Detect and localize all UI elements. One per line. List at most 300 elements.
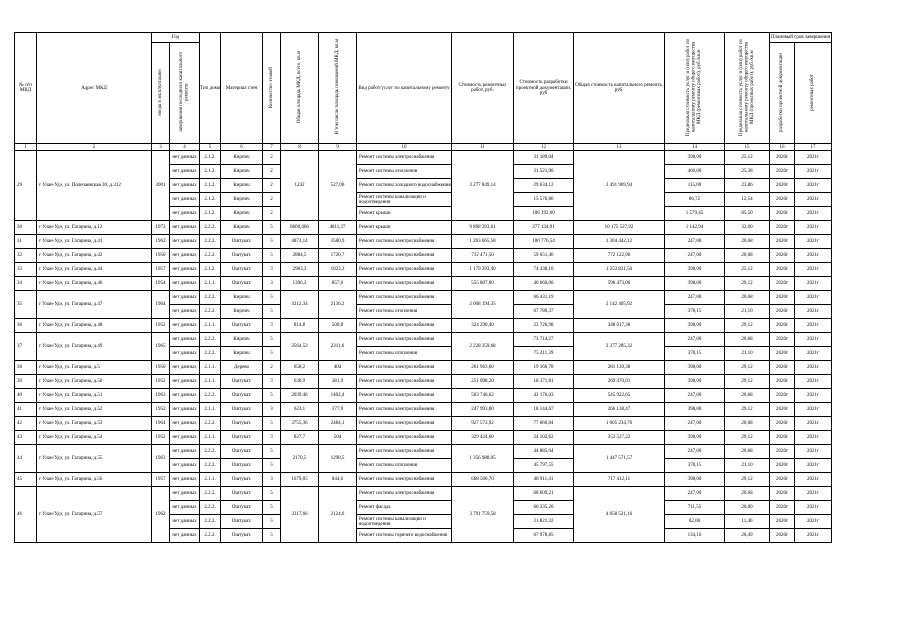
limit-repair-cell: 82,00 [665,515,725,529]
limit-design-cell: 25,12 [725,263,770,277]
house-address-cell: г Улан-Удэ, ул. Гагарина, д.57 [37,487,152,543]
limit-design-cell: 29,12 [725,277,770,291]
floors-cell: 5 [263,291,281,305]
design-cost-cell: 23 726,98 [514,319,574,333]
work-type-cell: Ремонт системы электроснабжения [357,389,452,403]
repair-deadline-cell: 2021г [795,263,832,277]
col-header-repair-deadline: ремонтных работ [795,43,832,144]
house-type-cell: 2.2.2. [200,501,221,515]
house-type-cell: 2.2.2. [200,445,221,459]
last-repair-year-cell: нет данных [170,249,200,263]
work-type-cell: Ремонт системы электроснабжения [357,487,452,501]
house-address-cell: г Улан-Удэ, ул. Полечаевская 30, д.312 [37,151,152,221]
total-cost-cell: 2 377 285,32 [574,333,665,361]
repair-deadline-cell: 2021г [795,333,832,347]
table-row [15,151,832,165]
last-repair-year-cell: нет данных [170,291,200,305]
repair-deadline-cell: 2021г [795,515,832,529]
last-repair-year-cell: нет данных [170,305,200,319]
limit-design-cell: 11,40 [725,515,770,529]
column-number: 5 [200,144,221,151]
repair-cost-cell: 251 098,20 [452,375,514,389]
limit-repair-cell: 247,00 [665,333,725,347]
commission-year-cell: 1954 [152,277,170,291]
premises-area-cell: 3580,9 [319,235,357,249]
design-deadline-cell: 2020г [770,291,795,305]
work-type-cell: Ремонт системы отопления [357,459,452,473]
repair-cost-cell: 261 963,60 [452,361,514,375]
limit-repair-cell: 398,00 [665,319,725,333]
commission-year-cell: 1964 [152,291,170,319]
design-cost-cell: 277 134,91 [514,221,574,235]
commission-year-cell: 1952 [152,319,170,333]
repair-deadline-cell: 2021г [795,235,832,249]
floors-cell: 5 [263,347,281,361]
premises-area-cell: 4811,37 [319,221,357,235]
last-repair-year-cell: нет данных [170,473,200,487]
floors-cell: 5 [263,501,281,515]
total-area-cell: 4873,14 [281,235,319,249]
repair-cost-cell: 1 179 393,40 [452,263,514,277]
repair-deadline-cell: 2021г [795,319,832,333]
work-type-cell: Ремонт крыши [357,207,452,221]
house-number-cell: 46 [15,487,37,543]
wall-material-cell: Оштукат. [221,319,263,333]
limit-design-cell: 23,86 [725,179,770,193]
design-deadline-cell: 2020г [770,319,795,333]
house-address-cell: г Улан-Удэ, ул. Гагарина, д.51 [37,389,152,403]
last-repair-year-cell: нет данных [170,459,200,473]
premises-area-cell: 527,00 [319,151,357,221]
limit-repair-cell: 398,00 [665,375,725,389]
commission-year-cell: 1963 [152,389,170,403]
house-type-cell: 2.1.1. [200,473,221,487]
total-cost-cell: 4 058 521,16 [574,487,665,543]
repair-deadline-cell: 2021г [795,249,832,263]
house-type-cell: 2.2.2. [200,249,221,263]
house-address-cell: г Улан-Удэ, ул. Гагарина, д.42 [37,249,152,263]
limit-design-cell: 20,68 [725,487,770,501]
total-cost-cell: 266 138,47 [574,403,665,417]
house-address-cell: г Улан-Удэ, ул. Гагарина, д.53 [37,417,152,431]
limit-design-cell: 20,00 [725,501,770,515]
floors-cell: 5 [263,305,281,319]
design-deadline-cell: 2020г [770,277,795,291]
house-number-cell: 43 [15,431,37,445]
house-address-cell: г Улан-Удэ, ул. Гагарина, д.41 [37,235,152,249]
col-header-floors: Количество этажей [263,33,281,144]
house-number-cell: 31 [15,235,37,249]
repair-deadline-cell: 2021г [795,403,832,417]
limit-repair-cell: 86,72 [665,193,725,207]
floors-cell: 5 [263,529,281,543]
design-deadline-cell: 2020г [770,473,795,487]
design-cost-cell: 18 371,81 [514,375,574,389]
floors-cell: 5 [263,459,281,473]
design-cost-cell: 40 666,06 [514,277,574,291]
total-cost-cell: 717 412,11 [574,473,665,487]
table-row [15,431,832,445]
house-type-cell: 2.1.1. [200,361,221,375]
repair-cost-cell: 3 277 849,14 [452,151,514,221]
house-type-cell: 2.2.2. [200,235,221,249]
last-repair-year-cell: нет данных [170,403,200,417]
repair-deadline-cell: 2021г [795,431,832,445]
design-deadline-cell: 2020г [770,249,795,263]
limit-repair-cell: 247,00 [665,235,725,249]
repair-deadline-cell: 2021г [795,487,832,501]
floors-cell: 3 [263,319,281,333]
wall-material-cell: Оштукат. [221,235,263,249]
floors-cell: 5 [263,389,281,403]
limit-design-cell: 21,10 [725,347,770,361]
repair-deadline-cell: 2021г [795,473,832,487]
design-deadline-cell: 2020г [770,431,795,445]
limit-design-cell: 20,68 [725,417,770,431]
column-number: 4 [170,144,200,151]
design-cost-cell: 45 797,55 [514,459,574,473]
design-cost-cell: 68 609,21 [514,487,574,501]
total-area-cell: 3212,34 [281,291,319,319]
premises-area-cell: 1290,5 [319,445,357,473]
work-type-cell: Ремонт системы электроснабжения [357,375,452,389]
limit-design-cell: 25,12 [725,151,770,165]
house-type-cell: 2.2.2. [200,515,221,529]
limit-design-cell: 20,68 [725,445,770,459]
floors-cell: 5 [263,417,281,431]
table-row [15,473,832,487]
design-deadline-cell: 2020г [770,221,795,235]
table-body [15,151,832,543]
repair-cost-cell: 1 356 988,05 [452,445,514,473]
commission-year-cell: 1950 [152,249,170,263]
design-deadline-cell: 2020г [770,403,795,417]
year-group-header: Год [152,33,200,43]
design-deadline-cell: 2020г [770,207,795,221]
plan-group-header: Плановый срок завершения [770,33,832,43]
limit-repair-cell: 1 142,94 [665,221,725,235]
premises-area-cell: 500,8 [319,319,357,333]
house-address-cell: г Улан-Удэ, ул. Гагарина, д.46 [37,277,152,291]
wall-material-cell: Кирпич [221,347,263,361]
repair-cost-cell: 668 500,70 [452,473,514,487]
limit-design-cell: 25,38 [725,165,770,179]
house-number-cell: 35 [15,291,37,319]
floors-cell: 5 [263,487,281,501]
commission-year-cell: 1952 [152,431,170,445]
repair-cost-cell: 927 573,92 [452,417,514,431]
column-number: 9 [319,144,357,151]
repair-cost-cell: 555 807,00 [452,277,514,291]
house-type-cell: 2.2.2. [200,305,221,319]
design-cost-cell: 31 521,96 [514,165,574,179]
repair-cost-cell: 3 791 759,58 [452,487,514,543]
column-numbers-row [15,144,832,151]
limit-design-cell: 12,54 [725,193,770,207]
premises-area-cell: 857,6 [319,277,357,291]
floors-cell: 2 [263,179,281,193]
last-repair-year-cell: нет данных [170,235,200,249]
repair-deadline-cell: 2021г [795,165,832,179]
table-row [15,417,832,431]
floors-cell: 5 [263,221,281,235]
col-header-limit-repair: Предельная стоимость услуг и (или) работ по капитальному ремонту общего имущества МКД (ремонтных работ), руб./кв.м [665,33,725,144]
table-row [15,333,832,347]
design-cost-cell: 15 576,86 [514,193,574,207]
repair-deadline-cell: 2021г [795,445,832,459]
house-type-cell: 2.1.2. [200,165,221,179]
commission-year-cell: 1950 [152,361,170,375]
commission-year-cell: 1957 [152,473,170,487]
total-cost-cell: 10 175 527,92 [574,221,665,235]
house-type-cell: 2.1.2. [200,263,221,277]
limit-repair-cell: 247,00 [665,291,725,305]
design-cost-cell: 67 978,85 [514,529,574,543]
last-repair-year-cell: нет данных [170,207,200,221]
repair-cost-cell: 2 008 194,35 [452,291,514,319]
work-type-cell: Ремонт системы электроснабжения [357,151,452,165]
work-type-cell: Ремонт системы холодного водоснабжения [357,179,452,193]
design-deadline-cell: 2020г [770,459,795,473]
design-cost-cell: 100 776,54 [514,235,574,249]
wall-material-cell: Кирпич [221,207,263,221]
last-repair-year-cell: нет данных [170,221,200,235]
limit-repair-cell: 378,15 [665,305,725,319]
house-type-cell: 2.1.1. [200,319,221,333]
wall-material-cell: Оштукат. [221,431,263,445]
design-deadline-cell: 2020г [770,375,795,389]
limit-repair-cell: 247,00 [665,487,725,501]
last-repair-year-cell: нет данных [170,179,200,193]
work-type-cell: Ремонт системы канализации и водоотведения [357,193,452,207]
repair-deadline-cell: 2021г [795,389,832,403]
table-row [15,403,832,417]
work-type-cell: Ремонт системы электроснабжения [357,361,452,375]
wall-material-cell: Дерево [221,361,263,375]
wall-material-cell: Оштукат. [221,529,263,543]
col-header-commission-year: ввода в эксплуатацию [152,43,170,144]
limit-repair-cell: 247,00 [665,445,725,459]
column-number: 2 [37,144,152,151]
limit-design-cell: 20,68 [725,235,770,249]
premises-area-cell: 377,9 [319,403,357,417]
wall-material-cell: Оштукат. [221,403,263,417]
col-header-house-type: Тип дома [200,33,221,144]
last-repair-year-cell: нет данных [170,529,200,543]
house-address-cell: г Улан-Удэ, ул. Гагарина, д.5 [37,361,152,375]
last-repair-year-cell: нет данных [170,431,200,445]
total-cost-cell: 348 017,38 [574,319,665,333]
floors-cell: 3 [263,277,281,291]
limit-repair-cell: 398,00 [665,277,725,291]
limit-repair-cell: 247,00 [665,249,725,263]
table-row [15,487,832,501]
work-type-cell: Ремонт системы электроснабжения [357,263,452,277]
work-type-cell: Ремонт системы электроснабжения [357,235,452,249]
floors-cell: 3 [263,375,281,389]
design-cost-cell: 29 634,12 [514,179,574,193]
house-type-cell: 2.1.2. [200,207,221,221]
house-address-cell: г Улан-Удэ, ул. Гагарина, д.50 [37,375,152,389]
design-cost-cell: 18 144,67 [514,403,574,417]
column-number: 3 [152,144,170,151]
repair-deadline-cell: 2021г [795,221,832,235]
repair-deadline-cell: 2021г [795,375,832,389]
last-repair-year-cell: нет данных [170,319,200,333]
total-area-cell: 2884,5 [281,249,319,263]
design-deadline-cell: 2020г [770,487,795,501]
design-cost-cell: 48 911,41 [514,473,574,487]
wall-material-cell: Оштукат. [221,473,263,487]
limit-design-cell: 20,68 [725,249,770,263]
repair-cost-cell: 2 228 359,68 [452,333,514,361]
design-deadline-cell: 2020г [770,515,795,529]
table-row [15,319,832,333]
house-type-cell: 2.2.2. [200,333,221,347]
col-header-wall-material: Материал стен [221,33,263,144]
col-header-work-type: Вид работ/услуг по капитальному ремонту [357,33,452,144]
design-deadline-cell: 2020г [770,179,795,193]
design-deadline-cell: 2020г [770,263,795,277]
limit-repair-cell: 115,00 [665,179,725,193]
house-type-cell: 2.1.2. [200,179,221,193]
design-cost-cell: 74 438,10 [514,263,574,277]
total-cost-cell: 1 447 571,57 [574,445,665,473]
last-repair-year-cell: нет данных [170,487,200,501]
design-cost-cell: 66 335,20 [514,501,574,515]
wall-material-cell: Кирпич [221,151,263,165]
floors-cell: 3 [263,263,281,277]
last-repair-year-cell: нет данных [170,263,200,277]
column-number: 16 [770,144,795,151]
wall-material-cell: Оштукат. [221,263,263,277]
house-type-cell: 2.1.1. [200,403,221,417]
limit-repair-cell: 711,55 [665,501,725,515]
limit-repair-cell: 398,00 [665,151,725,165]
work-type-cell: Ремонт системы электроснабжения [357,403,452,417]
limit-repair-cell: 247,00 [665,417,725,431]
limit-design-cell: 20,68 [725,291,770,305]
total-area-cell: 8660,466 [281,221,319,235]
design-cost-cell: 31 821,32 [514,515,574,529]
wall-material-cell: Кирпич [221,305,263,319]
premises-area-cell: 2136,2 [319,291,357,319]
col-header-design-cost: Стоимость разработки проектной документации, руб [514,33,574,144]
premises-area-cell: 404 [319,361,357,375]
premises-area-cell: 2484,1 [319,417,357,431]
commission-year-cell: 1952 [152,375,170,389]
work-type-cell: Ремонт системы отопления [357,347,452,361]
commission-year-cell: 1962 [152,487,170,543]
col-header-repair-cost: Стоимость ремонтных работ, руб. [452,33,514,144]
total-cost-cell: 353 527,22 [574,431,665,445]
limit-repair-cell: 398,00 [665,431,725,445]
design-cost-cell: 106 192,00 [514,207,574,221]
house-address-cell: г Улан-Удэ, ул. Гагарина, д.52 [37,403,152,417]
col-header-address: Адрес МКД [37,33,152,144]
house-type-cell: 2.1.1. [200,431,221,445]
design-cost-cell: 66 431,19 [514,291,574,305]
last-repair-year-cell: нет данных [170,277,200,291]
house-address-cell: г Улан-Удэ, ул. Гагарина, д.44 [37,263,152,277]
col-header-last-repair: завершения последнего капитального ремонта [170,43,200,144]
design-cost-cell: 42 176,03 [514,389,574,403]
total-cost-cell: 269 470,01 [574,375,665,389]
last-repair-year-cell: нет данных [170,165,200,179]
commission-year-cell: 1952 [152,403,170,417]
design-deadline-cell: 2020г [770,445,795,459]
design-cost-cell: 77 660,84 [514,417,574,431]
limit-design-cell: 29,12 [725,473,770,487]
total-area-cell: 658,2 [281,361,319,375]
wall-material-cell: Кирпич [221,291,263,305]
premises-area-cell: 504 [319,431,357,445]
house-number-cell: 32 [15,249,37,263]
total-area-cell: 827,7 [281,431,319,445]
commission-year-cell: 1964 [152,417,170,431]
total-area-cell: 3564,52 [281,333,319,361]
house-address-cell: г Улан-Удэ, ул. Гагарина, д.54 [37,431,152,445]
premises-area-cell: 381,9 [319,375,357,389]
house-type-cell: 2.2.2. [200,389,221,403]
last-repair-year-cell: нет данных [170,389,200,403]
floors-cell: 5 [263,249,281,263]
work-type-cell: Ремонт системы горячего водоснабжения [357,529,452,543]
repair-deadline-cell: 2021г [795,459,832,473]
repair-cost-cell: 324 290,40 [452,319,514,333]
column-number: 8 [281,144,319,151]
repair-deadline-cell: 2021г [795,417,832,431]
repair-deadline-cell: 2021г [795,501,832,515]
table-row [15,375,832,389]
work-type-cell: Ремонт крыши [357,221,452,235]
work-type-cell: Ремонт системы электроснабжения [357,319,452,333]
design-deadline-cell: 2020г [770,417,795,431]
design-cost-cell: 31 189,04 [514,151,574,165]
column-number: 12 [514,144,574,151]
work-type-cell: Ремонт системы отопления [357,305,452,319]
total-area-cell: 630,9 [281,375,319,389]
premises-area-cell: 1023,3 [319,263,357,277]
design-cost-cell: 59 651,46 [514,249,574,263]
house-number-cell: 40 [15,389,37,403]
limit-design-cell: 20,68 [725,389,770,403]
design-cost-cell: 73 714,27 [514,333,574,347]
design-deadline-cell: 2020г [770,165,795,179]
premises-area-cell: 2124,6 [319,487,357,543]
limit-design-cell: 21,10 [725,305,770,319]
total-area-cell: 2170,5 [281,445,319,473]
repair-deadline-cell: 2021г [795,361,832,375]
last-repair-year-cell: нет данных [170,417,200,431]
house-address-cell: г Улан-Удэ, ул. Гагарина, д.47 [37,291,152,319]
column-number: 13 [574,144,665,151]
repair-deadline-cell: 2021г [795,193,832,207]
wall-material-cell: Кирпич [221,165,263,179]
house-number-cell: 42 [15,417,37,431]
floors-cell: 2 [263,165,281,179]
wall-material-cell: Оштукат. [221,459,263,473]
table-row [15,249,832,263]
repair-deadline-cell: 2021г [795,179,832,193]
wall-material-cell: Кирпич [221,193,263,207]
limit-repair-cell: 398,00 [665,361,725,375]
house-number-cell: 44 [15,445,37,473]
commission-year-cell: 1962 [152,235,170,249]
last-repair-year-cell: нет данных [170,333,200,347]
col-header-design-deadline: разработки проектной документации [770,43,795,144]
last-repair-year-cell: нет данных [170,151,200,165]
